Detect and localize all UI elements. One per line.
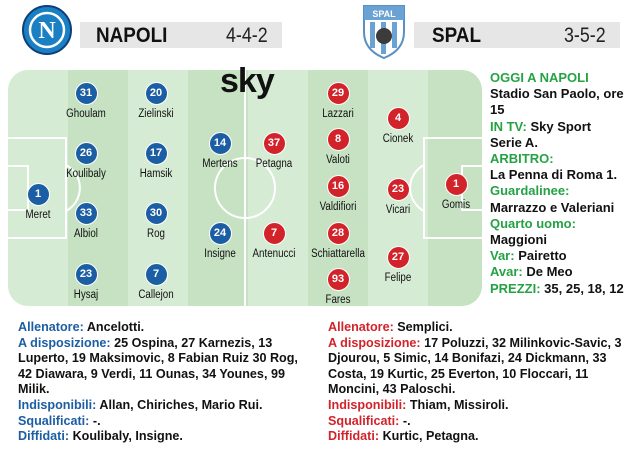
note-line — [328, 336, 623, 398]
note-line — [328, 320, 623, 336]
home-player — [51, 202, 121, 240]
away-formation: 3-5-2 — [564, 24, 606, 47]
note-label: Diffidati: — [18, 429, 70, 444]
player-number: 16 — [327, 175, 350, 198]
player-name: Vicari — [385, 204, 411, 216]
player-name: Felipe — [384, 272, 412, 284]
player-name: Koulibaly — [66, 168, 106, 180]
info-line — [490, 183, 625, 199]
away-player — [363, 246, 433, 284]
player-number: 29 — [327, 82, 350, 105]
note-label: Indisponibili: — [18, 397, 97, 412]
player-name: Ghoulam — [66, 108, 106, 120]
player-name: Meret — [25, 209, 51, 221]
home-notes — [18, 320, 308, 445]
note-value: Allan, Chiriches, Mario Rui. — [96, 397, 263, 412]
info-label: Quarto uomo: — [490, 215, 576, 231]
note-value: Thiam, Missiroli. — [406, 397, 509, 412]
note-label: Squalificati: — [328, 413, 400, 428]
player-number: 1 — [445, 173, 468, 196]
info-line — [490, 264, 625, 280]
away-player — [421, 173, 482, 211]
note-line — [18, 336, 308, 398]
broadcaster-logo: sky — [220, 62, 274, 100]
note-value: 17 Poluzzi, 32 Milinkovic-Savic, 3 Djourou, 5 Simic, 14 Bonifazi, 24 Dickmann, 33 Costa, 19 Kurtic, 25 Everton, 10 Floccari, 11 Moncini, 43 Paloschi. — [328, 335, 622, 397]
info-value: Marrazzo e Valeriani — [490, 199, 615, 215]
note-label: Allenatore: — [18, 320, 84, 334]
note-value: -. — [89, 413, 101, 428]
player-name: Valoti — [326, 154, 350, 166]
home-player — [121, 202, 191, 240]
note-label: A disposizione: — [328, 335, 421, 350]
away-team-name: SPAL — [432, 24, 482, 47]
note-value: 25 Ospina, 27 Karnezis, 13 Luperto, 19 Maksimovic, 8 Fabian Ruiz 30 Rog, 42 Diawara, 9 Verdi, 11 Ounas, 34 Younes, 99 Milik. — [18, 335, 298, 397]
player-number: 28 — [327, 222, 350, 245]
note-label: A disposizione: — [18, 335, 111, 350]
player-name: Petagna — [255, 158, 293, 170]
player-name: Insigne — [204, 248, 236, 260]
info-value: Maggioni — [490, 232, 548, 248]
svg-text:SPAL: SPAL — [372, 9, 396, 19]
note-value: Kurtic, Petagna. — [379, 429, 479, 444]
info-line — [490, 119, 625, 151]
player-number: 31 — [75, 82, 98, 105]
info-label: ARBITRO: — [490, 151, 554, 167]
note-line — [18, 429, 308, 445]
player-number: 23 — [387, 178, 410, 201]
player-name: Hysaj — [73, 289, 99, 301]
player-number: 8 — [327, 128, 350, 151]
note-line — [328, 429, 623, 445]
info-label: Var: — [490, 248, 515, 264]
player-number: 24 — [209, 222, 232, 245]
player-name: Fares — [325, 294, 351, 306]
info-label: Avar: — [490, 264, 523, 280]
player-number: 7 — [145, 263, 168, 286]
away-player — [239, 132, 309, 170]
info-line — [490, 232, 625, 248]
pitch — [8, 70, 482, 306]
info-line — [490, 151, 625, 167]
info-label: PREZZI: — [490, 280, 541, 296]
info-value: Sky Sport Serie A. — [490, 118, 592, 150]
player-name: Zielinski — [138, 108, 174, 120]
player-number: 14 — [209, 132, 232, 155]
player-name: Rog — [147, 228, 165, 240]
svg-text:N: N — [38, 18, 56, 44]
player-name: Valdifiori — [319, 201, 357, 213]
away-crest — [360, 2, 408, 60]
info-value: Stadio San Paolo, ore 15 — [490, 86, 624, 118]
note-value: Semplici. — [393, 320, 453, 334]
note-label: Indisponibili: — [328, 397, 407, 412]
away-player — [239, 222, 309, 260]
player-number: 27 — [387, 246, 410, 269]
home-crest — [22, 2, 72, 58]
player-number: 26 — [75, 142, 98, 165]
player-name: Lazzari — [322, 108, 354, 120]
player-number: 30 — [145, 202, 168, 225]
player-number: 93 — [327, 268, 350, 291]
info-value: La Penna di Roma 1. — [490, 167, 618, 183]
player-number: 37 — [263, 132, 286, 155]
note-value: Ancelotti. — [83, 320, 145, 334]
note-line — [18, 398, 308, 414]
home-player — [121, 263, 191, 301]
player-number: 33 — [75, 202, 98, 225]
info-line — [490, 200, 625, 216]
info-line — [490, 70, 625, 86]
player-name: Antenucci — [252, 248, 296, 260]
player-number: 4 — [387, 107, 410, 130]
player-number: 7 — [263, 222, 286, 245]
player-number: 1 — [27, 183, 50, 206]
home-player — [51, 263, 121, 301]
away-notes — [328, 320, 623, 445]
player-name: Hamsik — [139, 168, 173, 180]
info-label: IN TV: — [490, 118, 527, 134]
away-player — [363, 107, 433, 145]
home-player — [121, 142, 191, 180]
player-name: Mertens — [202, 158, 238, 170]
player-name: Schiattarella — [311, 248, 365, 260]
info-label: Guardalinee: — [490, 183, 570, 199]
player-name: Gomis — [441, 199, 471, 211]
home-player — [121, 82, 191, 120]
info-line — [490, 248, 625, 264]
note-line — [18, 414, 308, 430]
match-info — [490, 70, 625, 297]
info-line — [490, 86, 625, 118]
note-line — [18, 320, 308, 336]
player-number: 23 — [75, 263, 98, 286]
note-value: Koulibaly, Insigne. — [69, 429, 183, 444]
info-value: 35, 25, 18, 12 — [540, 280, 624, 296]
info-value: De Meo — [522, 264, 573, 280]
note-label: Diffidati: — [328, 429, 380, 444]
player-name: Callejon — [138, 289, 174, 301]
home-formation: 4-4-2 — [226, 24, 268, 47]
player-name: Cionek — [382, 133, 414, 145]
note-line — [328, 398, 623, 414]
note-label: Allenatore: — [328, 320, 394, 334]
home-player — [51, 142, 121, 180]
info-label: OGGI A NAPOLI — [490, 70, 589, 85]
info-line — [490, 167, 625, 183]
home-player — [51, 82, 121, 120]
player-number: 20 — [145, 82, 168, 105]
player-number: 17 — [145, 142, 168, 165]
info-line — [490, 216, 625, 232]
note-label: Squalificati: — [18, 413, 90, 428]
info-value: Pairetto — [514, 248, 567, 264]
note-value: -. — [399, 413, 411, 428]
player-name: Albiol — [74, 228, 98, 240]
note-line — [328, 414, 623, 430]
info-line — [490, 281, 625, 297]
home-team-name: NAPOLI — [96, 24, 168, 47]
